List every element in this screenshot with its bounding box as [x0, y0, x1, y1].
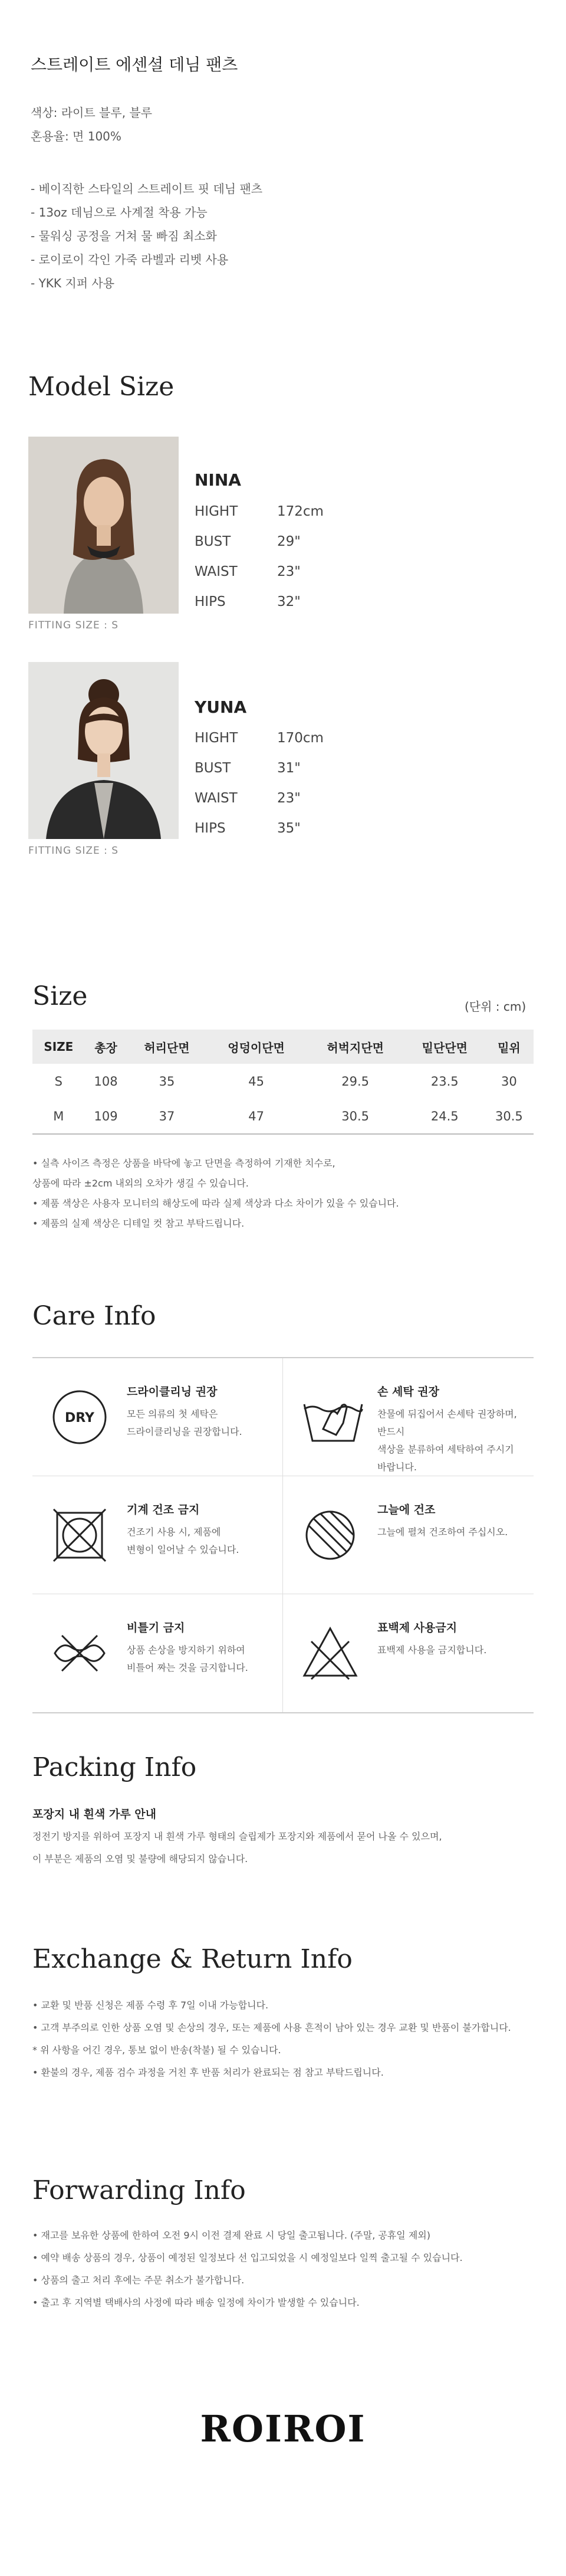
care-item-title: 표백제 사용금지 [377, 1621, 458, 1634]
feature-item: - YKK 지퍼 사용 [31, 276, 115, 290]
table-cell: 35 [159, 1074, 175, 1089]
care-desc-line: 건조기 사용 시, 제품에 [127, 1526, 221, 1538]
care-row [32, 1594, 534, 1712]
model-photo [28, 662, 179, 839]
model-name: YUNA [195, 697, 247, 717]
exchange-list [32, 1994, 511, 2084]
care-row [32, 1358, 534, 1476]
no-bleach-icon [301, 1624, 360, 1683]
exchange-title: Exchange & Return Info [32, 1944, 353, 1974]
column-header: 허벅지단면 [306, 1030, 405, 1064]
care-item [32, 1594, 283, 1712]
table-cell: 24.5 [405, 1099, 485, 1134]
model-photo-image [28, 437, 179, 614]
table-cell: 23.5 [430, 1074, 459, 1089]
measure-row [195, 753, 324, 784]
column-header: 엉덩이단면 [207, 1030, 306, 1064]
measure-value: 32" [277, 594, 301, 609]
table-cell: 47 [207, 1099, 306, 1134]
note-item: • 제품 색상은 사용자 모니터의 해상도에 따라 실제 색상과 다소 차이가 있을 수 있습니다. [32, 1198, 399, 1209]
measure-row [195, 497, 324, 527]
table-cell: M [32, 1099, 85, 1134]
measure-label: WAIST [195, 564, 238, 579]
measure-value: 23" [277, 564, 301, 579]
care-desc-line: 색상을 분류하여 세탁하여 주시기 바랍니다. [377, 1444, 514, 1473]
feature-list [31, 177, 262, 295]
care-item [283, 1476, 534, 1594]
care-item-title: 손 세탁 권장 [377, 1385, 439, 1398]
fitting-size: FITTING SIZE : S [28, 620, 119, 631]
no-iron-icon [50, 1624, 109, 1683]
table-cell: S [54, 1074, 62, 1089]
feature-item: - 13oz 데님으로 사계절 착용 가능 [31, 205, 208, 219]
measure-row [195, 527, 324, 557]
measure-label: BUST [195, 761, 231, 776]
feature-item: - 베이직한 스타일의 스트레이트 핏 데님 팬츠 [31, 182, 263, 196]
list-item: • 환불의 경우, 제품 검수 과정을 거친 후 반품 처리가 완료되는 점 참고 부탁드립니다. [32, 2067, 384, 2078]
column-header: 허리단면 [127, 1030, 206, 1064]
measure-value: 23" [277, 791, 301, 806]
no-tumble-dry-icon [50, 1506, 109, 1565]
care-item-title: 비틀기 금지 [127, 1621, 185, 1634]
care-desc-line: 찬물에 뒤집어서 손세탁 권장하며, 반드시 [377, 1408, 517, 1437]
list-item: • 상품의 출고 처리 후에는 주문 취소가 불가합니다. [32, 2275, 245, 2286]
measure-value: 172cm [277, 504, 324, 519]
care-row [32, 1476, 534, 1594]
brand-logo: ROIROI [200, 2407, 366, 2450]
product-material: 혼용율: 면 100% [31, 129, 121, 143]
care-desc-line: 그늘에 펼쳐 건조하여 주십시오. [377, 1526, 508, 1538]
size-table-wrap [32, 1030, 534, 1135]
model-name: NINA [195, 470, 241, 490]
note-item: 상품에 따라 ±2cm 내외의 오차가 생길 수 있습니다. [32, 1178, 249, 1189]
care-item-desc [127, 1641, 274, 1677]
measure-label: HIGHT [195, 730, 238, 746]
care-item-desc [127, 1405, 274, 1441]
column-header: 밑위 [485, 1030, 534, 1064]
model-photo-image [28, 662, 179, 839]
feature-item: - 물워싱 공정을 거쳐 물 빠짐 최소화 [31, 229, 217, 243]
model-measurements [195, 723, 324, 844]
measure-label: HIPS [195, 594, 226, 609]
model-measurements [195, 497, 324, 617]
table-header-row [32, 1030, 534, 1064]
table-row [32, 1064, 534, 1099]
table-cell: 109 [85, 1099, 127, 1134]
measure-value: 29" [277, 534, 301, 549]
care-desc-line: 변형이 일어날 수 있습니다. [127, 1544, 239, 1555]
care-item [283, 1358, 534, 1476]
measure-label: HIPS [195, 821, 226, 836]
care-item-desc [377, 1405, 525, 1476]
table-cell: 108 [94, 1074, 118, 1089]
care-desc-line: 상품 손상을 방지하기 위하여 [127, 1644, 245, 1656]
note-item: • 제품의 실제 색상은 디테일 컷 참고 부탁드립니다. [32, 1218, 245, 1229]
shade-dry-icon [301, 1506, 360, 1565]
measure-label: HIGHT [195, 504, 238, 519]
list-item: • 고객 부주의로 인한 상품 오염 및 손상의 경우, 또는 제품에 사용 흔적이 남아 있는 경우 교환 및 반품이 불가합니다. [32, 2022, 511, 2033]
care-desc-line: 모든 의류의 첫 세탁은 [127, 1408, 218, 1420]
hand-wash-icon [301, 1388, 366, 1447]
care-item-title: 그늘에 건조 [377, 1503, 436, 1516]
size-table [32, 1030, 534, 1135]
packing-subtitle: 포장지 내 흰색 가루 안내 [32, 1808, 156, 1821]
care-item [32, 1358, 283, 1476]
list-item: • 재고를 보유한 상품에 한하여 오전 9시 이전 결제 완료 시 당일 출고됩니다. (주말, 공휴일 제외) [32, 2230, 430, 2241]
measure-value: 35" [277, 821, 301, 836]
list-item: * 위 사항을 어긴 경우, 통보 없이 반송(착불) 될 수 있습니다. [32, 2044, 281, 2056]
table-cell: 45 [248, 1074, 264, 1089]
measure-label: WAIST [195, 791, 238, 806]
table-cell: 29.5 [341, 1074, 370, 1089]
packing-text [32, 1826, 442, 1870]
list-item: • 출고 후 지역별 택배사의 사정에 따라 배송 일정에 차이가 발생할 수 있습니다. [32, 2297, 360, 2308]
measure-row [195, 723, 324, 753]
table-row [32, 1099, 534, 1134]
measure-row [195, 587, 324, 617]
care-item-desc [377, 1641, 525, 1659]
fitting-size: FITTING SIZE : S [28, 845, 119, 857]
measure-value: 31" [277, 761, 301, 776]
packing-line: 이 부분은 제품의 오염 및 불량에 해당되지 않습니다. [32, 1853, 248, 1864]
note-item: • 실측 사이즈 측정은 상품을 바닥에 놓고 단면을 측정하여 기재한 치수로, [32, 1158, 335, 1169]
measure-row [195, 814, 324, 844]
table-cell: 37 [127, 1099, 206, 1134]
column-header: 밑단단면 [405, 1030, 485, 1064]
size-notes [32, 1153, 399, 1234]
column-header: 총장 [85, 1030, 127, 1064]
dry-clean-icon [50, 1388, 109, 1447]
care-item-title: 기계 건조 금지 [127, 1503, 200, 1516]
size-unit: (단위 : cm) [465, 999, 526, 1014]
care-item [283, 1594, 534, 1712]
product-title: 스트레이트 에센셜 데님 팬츠 [31, 55, 238, 74]
model-size-title: Model Size [28, 372, 175, 402]
measure-value: 170cm [277, 730, 324, 746]
feature-item: - 로이로이 각인 가죽 라벨과 리벳 사용 [31, 253, 229, 267]
list-item: • 예약 배송 상품의 경우, 상품이 예정된 일정보다 선 입고되었을 시 예정일보다 일찍 출고될 수 있습니다. [32, 2252, 463, 2263]
measure-row [195, 784, 324, 814]
care-title: Care Info [32, 1301, 156, 1331]
care-item [32, 1476, 283, 1594]
forwarding-title: Forwarding Info [32, 2175, 246, 2205]
packing-title: Packing Info [32, 1752, 197, 1782]
care-grid [32, 1357, 534, 1713]
care-desc-line: 드라이클리닝을 권장합니다. [127, 1426, 242, 1437]
column-header: SIZE [32, 1030, 85, 1064]
measure-label: BUST [195, 534, 231, 549]
care-item-desc [127, 1523, 274, 1559]
table-cell: 30.5 [485, 1099, 534, 1134]
care-item-desc [377, 1523, 525, 1541]
table-cell: 30.5 [306, 1099, 405, 1134]
care-item-title: 드라이클리닝 권장 [127, 1385, 218, 1398]
forwarding-list [32, 2224, 463, 2314]
table-cell: 30 [501, 1074, 517, 1089]
size-title: Size [32, 981, 88, 1011]
svg-text:DRY: DRY [65, 1411, 94, 1425]
packing-line: 정전기 방지를 위하여 포장지 내 흰색 가루 형태의 슬립제가 포장지와 제품에서 묻어 나올 수 있으며, [32, 1831, 442, 1842]
measure-row [195, 557, 324, 587]
product-color: 색상: 라이트 블루, 블루 [31, 106, 153, 120]
model-photo [28, 437, 179, 614]
care-desc-line: 표백제 사용을 금지합니다. [377, 1644, 487, 1656]
care-desc-line: 비틀어 짜는 것을 금지합니다. [127, 1662, 248, 1673]
list-item: • 교환 및 반품 신청은 제품 수령 후 7일 이내 가능합니다. [32, 2000, 269, 2011]
